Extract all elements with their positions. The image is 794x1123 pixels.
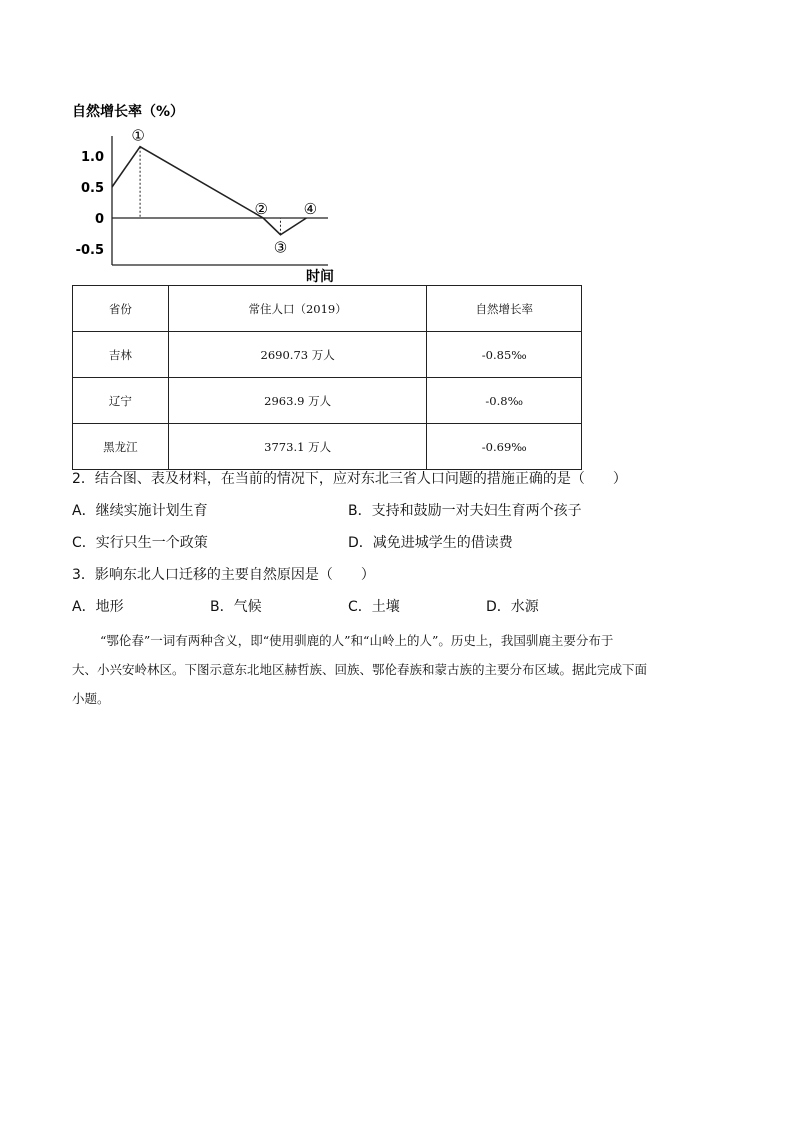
chart-title: 自然增长率（%） bbox=[72, 104, 185, 120]
question-3-stem: 3．影响东北人口迁移的主要自然原因是（ ） bbox=[72, 567, 375, 583]
q2-option-c[interactable]: C．实行只生一个政策 bbox=[72, 535, 208, 551]
cell-province: 吉林 bbox=[73, 332, 169, 378]
cell-growth-rate: -0.85‰ bbox=[427, 332, 582, 378]
cell-province: 黑龙江 bbox=[73, 424, 169, 470]
question-2-stem: 2．结合图、表及材料，在当前的情况下，应对东北三省人口问题的措施正确的是（ ） bbox=[72, 471, 627, 487]
point-marker: ② bbox=[254, 200, 268, 218]
q2-option-a[interactable]: A．继续实施计划生育 bbox=[72, 503, 208, 519]
series-line bbox=[112, 147, 306, 235]
table-header-row bbox=[73, 286, 582, 332]
q3-option-d[interactable]: D．水源 bbox=[486, 599, 539, 615]
cell-population: 2690.73 万人 bbox=[168, 332, 427, 378]
passage-line-1: “鄂伦春”一词有两种含义，即“使用驯鹿的人”和“山岭上的人”。历史上，我国驯鹿主要分布于 bbox=[100, 633, 614, 648]
natural-growth-chart bbox=[66, 96, 346, 286]
header-growth-rate: 自然增长率 bbox=[427, 286, 582, 332]
q3-option-b[interactable]: B．气候 bbox=[210, 599, 262, 615]
cell-population: 2963.9 万人 bbox=[168, 378, 427, 424]
q2-option-b[interactable]: B．支持和鼓励一对夫妇生育两个孩子 bbox=[348, 503, 582, 519]
passage-line-3: 小题。 bbox=[72, 691, 110, 706]
cell-growth-rate: -0.8‰ bbox=[427, 378, 582, 424]
q2-option-d[interactable]: D．减免进城学生的借读费 bbox=[348, 535, 513, 551]
table-row bbox=[73, 332, 582, 378]
q3-option-c[interactable]: C．土壤 bbox=[348, 599, 400, 615]
table-row bbox=[73, 424, 582, 470]
header-province: 省份 bbox=[73, 286, 169, 332]
passage bbox=[72, 626, 732, 713]
header-population: 常住人口（2019） bbox=[168, 286, 427, 332]
y-tick-label: 0 bbox=[94, 212, 104, 227]
x-axis-label: 时间 bbox=[306, 269, 334, 285]
point-marker: ① bbox=[131, 126, 145, 145]
y-tick-label: 1.0 bbox=[80, 150, 104, 165]
population-table bbox=[72, 285, 582, 470]
y-tick-label: 0.5 bbox=[80, 181, 104, 196]
point-marker: ④ bbox=[303, 200, 318, 218]
chart-svg bbox=[66, 96, 346, 286]
table-row bbox=[73, 378, 582, 424]
q3-option-a[interactable]: A．地形 bbox=[72, 599, 124, 615]
point-marker: ③ bbox=[273, 238, 288, 257]
cell-population: 3773.1 万人 bbox=[168, 424, 427, 470]
cell-growth-rate: -0.69‰ bbox=[427, 424, 582, 470]
y-tick-label: -0.5 bbox=[75, 243, 104, 258]
passage-line-2: 大、小兴安岭林区。下图示意东北地区赫哲族、回族、鄂伦春族和蒙古族的主要分布区域。据此完成下面 bbox=[72, 662, 648, 677]
cell-province: 辽宁 bbox=[73, 378, 169, 424]
